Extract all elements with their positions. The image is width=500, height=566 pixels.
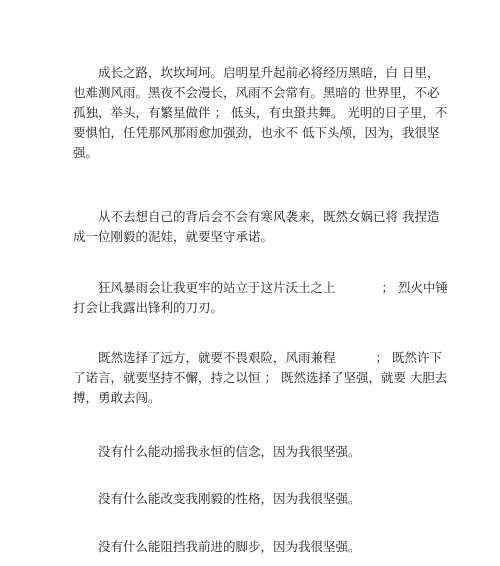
- paragraph-4-line-3: 搏，勇敢去闯。: [73, 390, 161, 405]
- paragraph-1-line-2: 也难测风雨。黑夜不会漫长，风雨不会常有。黑暗的 世界里，不必: [73, 85, 440, 100]
- paragraph-3-line-2: 打会让我露出锋利的刀刃。: [73, 300, 224, 315]
- paragraph-2-line-1: 从不去想自己的背后会不会有寒风袭来，既然女娲已将 我捏造: [98, 209, 440, 224]
- paragraph-4-line-1: [73, 348, 442, 368]
- paragraph-4-line-1-part-a: 既然选择了远方，就要不畏艰险，风雨兼程: [98, 350, 336, 365]
- paragraph-1-line-3: 孤独，举头，有繁星做伴 ； 低头，有虫蛩共舞。 光明的日子里，不: [73, 105, 448, 120]
- paragraph-1-line-5: 强。: [73, 145, 99, 160]
- paragraph-3: [73, 278, 448, 318]
- paragraph-1-line-1: 成长之路，坎坎坷坷。启明星升起前必将经历黑暗，白 日里，: [98, 65, 440, 80]
- paragraph-3-line-1-part-b: ； 烈火中锤: [381, 280, 448, 295]
- paragraph-1-line-4: 要惧怕，任凭那风那雨愈加强劲，也永不 低下头颅，因为，我很坚: [73, 125, 440, 140]
- paragraph-4-line-2: 了诺言，就要坚持不懈，持之以恒 ； 既然选择了坚强，就要 大胆去: [73, 370, 448, 385]
- paragraph-5-line-1: 没有什么能动摇我永恒的信念，因为我很坚强。: [98, 444, 361, 459]
- paragraph-5: [73, 442, 425, 462]
- paragraph-4: [73, 348, 448, 408]
- paragraph-6-line-1: 没有什么能改变我刚毅的性格，因为我很坚强。: [98, 491, 361, 506]
- paragraph-6: [73, 489, 425, 509]
- paragraph-4-line-1-part-b: ； 既然许下: [375, 350, 442, 365]
- paragraph-3-line-1-part-a: 狂风暴雨会让我更牢的站立于这片沃土之上: [98, 280, 336, 295]
- paragraph-2-line-2: 成一位刚毅的泥娃，就要坚守承诺。: [73, 229, 274, 244]
- paragraph-7: [73, 537, 425, 557]
- paragraph-3-line-1: [73, 278, 448, 298]
- paragraph-7-line-1: 没有什么能阻挡我前进的脚步，因为我很坚强。: [98, 539, 361, 554]
- paragraph-1: [73, 63, 448, 163]
- paragraph-2: [73, 207, 440, 247]
